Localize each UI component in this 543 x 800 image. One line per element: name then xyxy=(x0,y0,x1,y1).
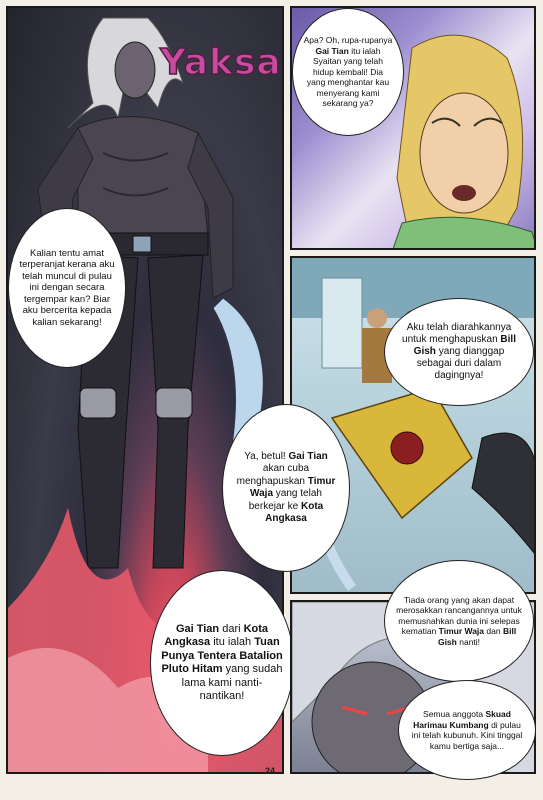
text-bold: Timur Waja xyxy=(438,626,485,637)
text-bold: Timur Waja xyxy=(250,475,336,499)
text-bold: Gai Tian xyxy=(288,450,328,462)
speech-bubble-ya-betul xyxy=(222,404,350,572)
text-run: dan xyxy=(486,626,501,637)
speech-bubble-tiada xyxy=(384,560,534,682)
bubble-text xyxy=(233,451,339,526)
speech-bubble-gai-tian xyxy=(150,570,294,756)
text-bold: Tuan Punya Tentera Batalion Pluto Hitam xyxy=(161,636,283,675)
text-bold: Gai Tian xyxy=(315,45,349,56)
text-bold: Kota Angkasa xyxy=(164,622,269,648)
text-bold: Skuad Harimau Kumbang xyxy=(413,709,511,730)
text-run: yang dianggap sebagai duri dalam dagingnya! xyxy=(416,346,505,381)
text-run: Tiada orang yang akan dapat merosakkan rancangannya untuk memusnahkan dunia ini selepas kematian xyxy=(396,594,522,637)
speech-bubble-apa xyxy=(292,8,404,136)
text-bold: Bill Gish xyxy=(413,334,516,357)
text-bold: Kota Angkasa xyxy=(265,500,324,524)
bubble-text xyxy=(395,322,523,382)
text-run: itu ialah Syaitan yang telah hidup kembali! Dia yang menghantar kau menyerang kami sekarang ya? xyxy=(306,45,390,109)
text-run: Aku telah diarahkannya untuk menghapuskan xyxy=(402,322,512,345)
speech-bubble-intro xyxy=(8,208,126,368)
speech-bubble-semua xyxy=(398,680,536,780)
speech-bubble-aku xyxy=(384,298,534,406)
text-run: itu ialah xyxy=(213,636,252,648)
bubble-text xyxy=(303,35,393,109)
page-number: 24 xyxy=(265,766,276,776)
text-run: yang sudah lama kami nanti-nantikan! xyxy=(181,663,283,702)
text-run: nanti! xyxy=(459,636,481,647)
title-yaksa: Yaksa xyxy=(160,42,282,83)
bubble-text xyxy=(161,623,283,704)
text-run: dari xyxy=(222,622,241,635)
text-run: yang telah berkejar ke xyxy=(248,488,322,512)
text-run: di pulau ini telah kubunuh. Kini tinggal kamu bertiga saja... xyxy=(411,719,523,751)
text-bold: Bill Gish xyxy=(437,626,517,647)
text-run: akan cuba menghapuskan xyxy=(236,463,310,487)
text-bold: Gai Tian xyxy=(175,622,220,635)
text-run: Ya, betul! xyxy=(244,450,286,462)
bubble-text xyxy=(395,595,523,648)
bubble-text xyxy=(409,709,525,751)
text-run: Apa? Oh, rupa-rupanya xyxy=(303,35,393,46)
text-run: Semua anggota xyxy=(423,709,484,719)
bubble-text: Kalian tentu amat terperanjat kerana aku telah muncul di pulau ini dengan secara tergempar kan? Biar aku bercerita kepada kalian sekarang! xyxy=(19,247,115,328)
